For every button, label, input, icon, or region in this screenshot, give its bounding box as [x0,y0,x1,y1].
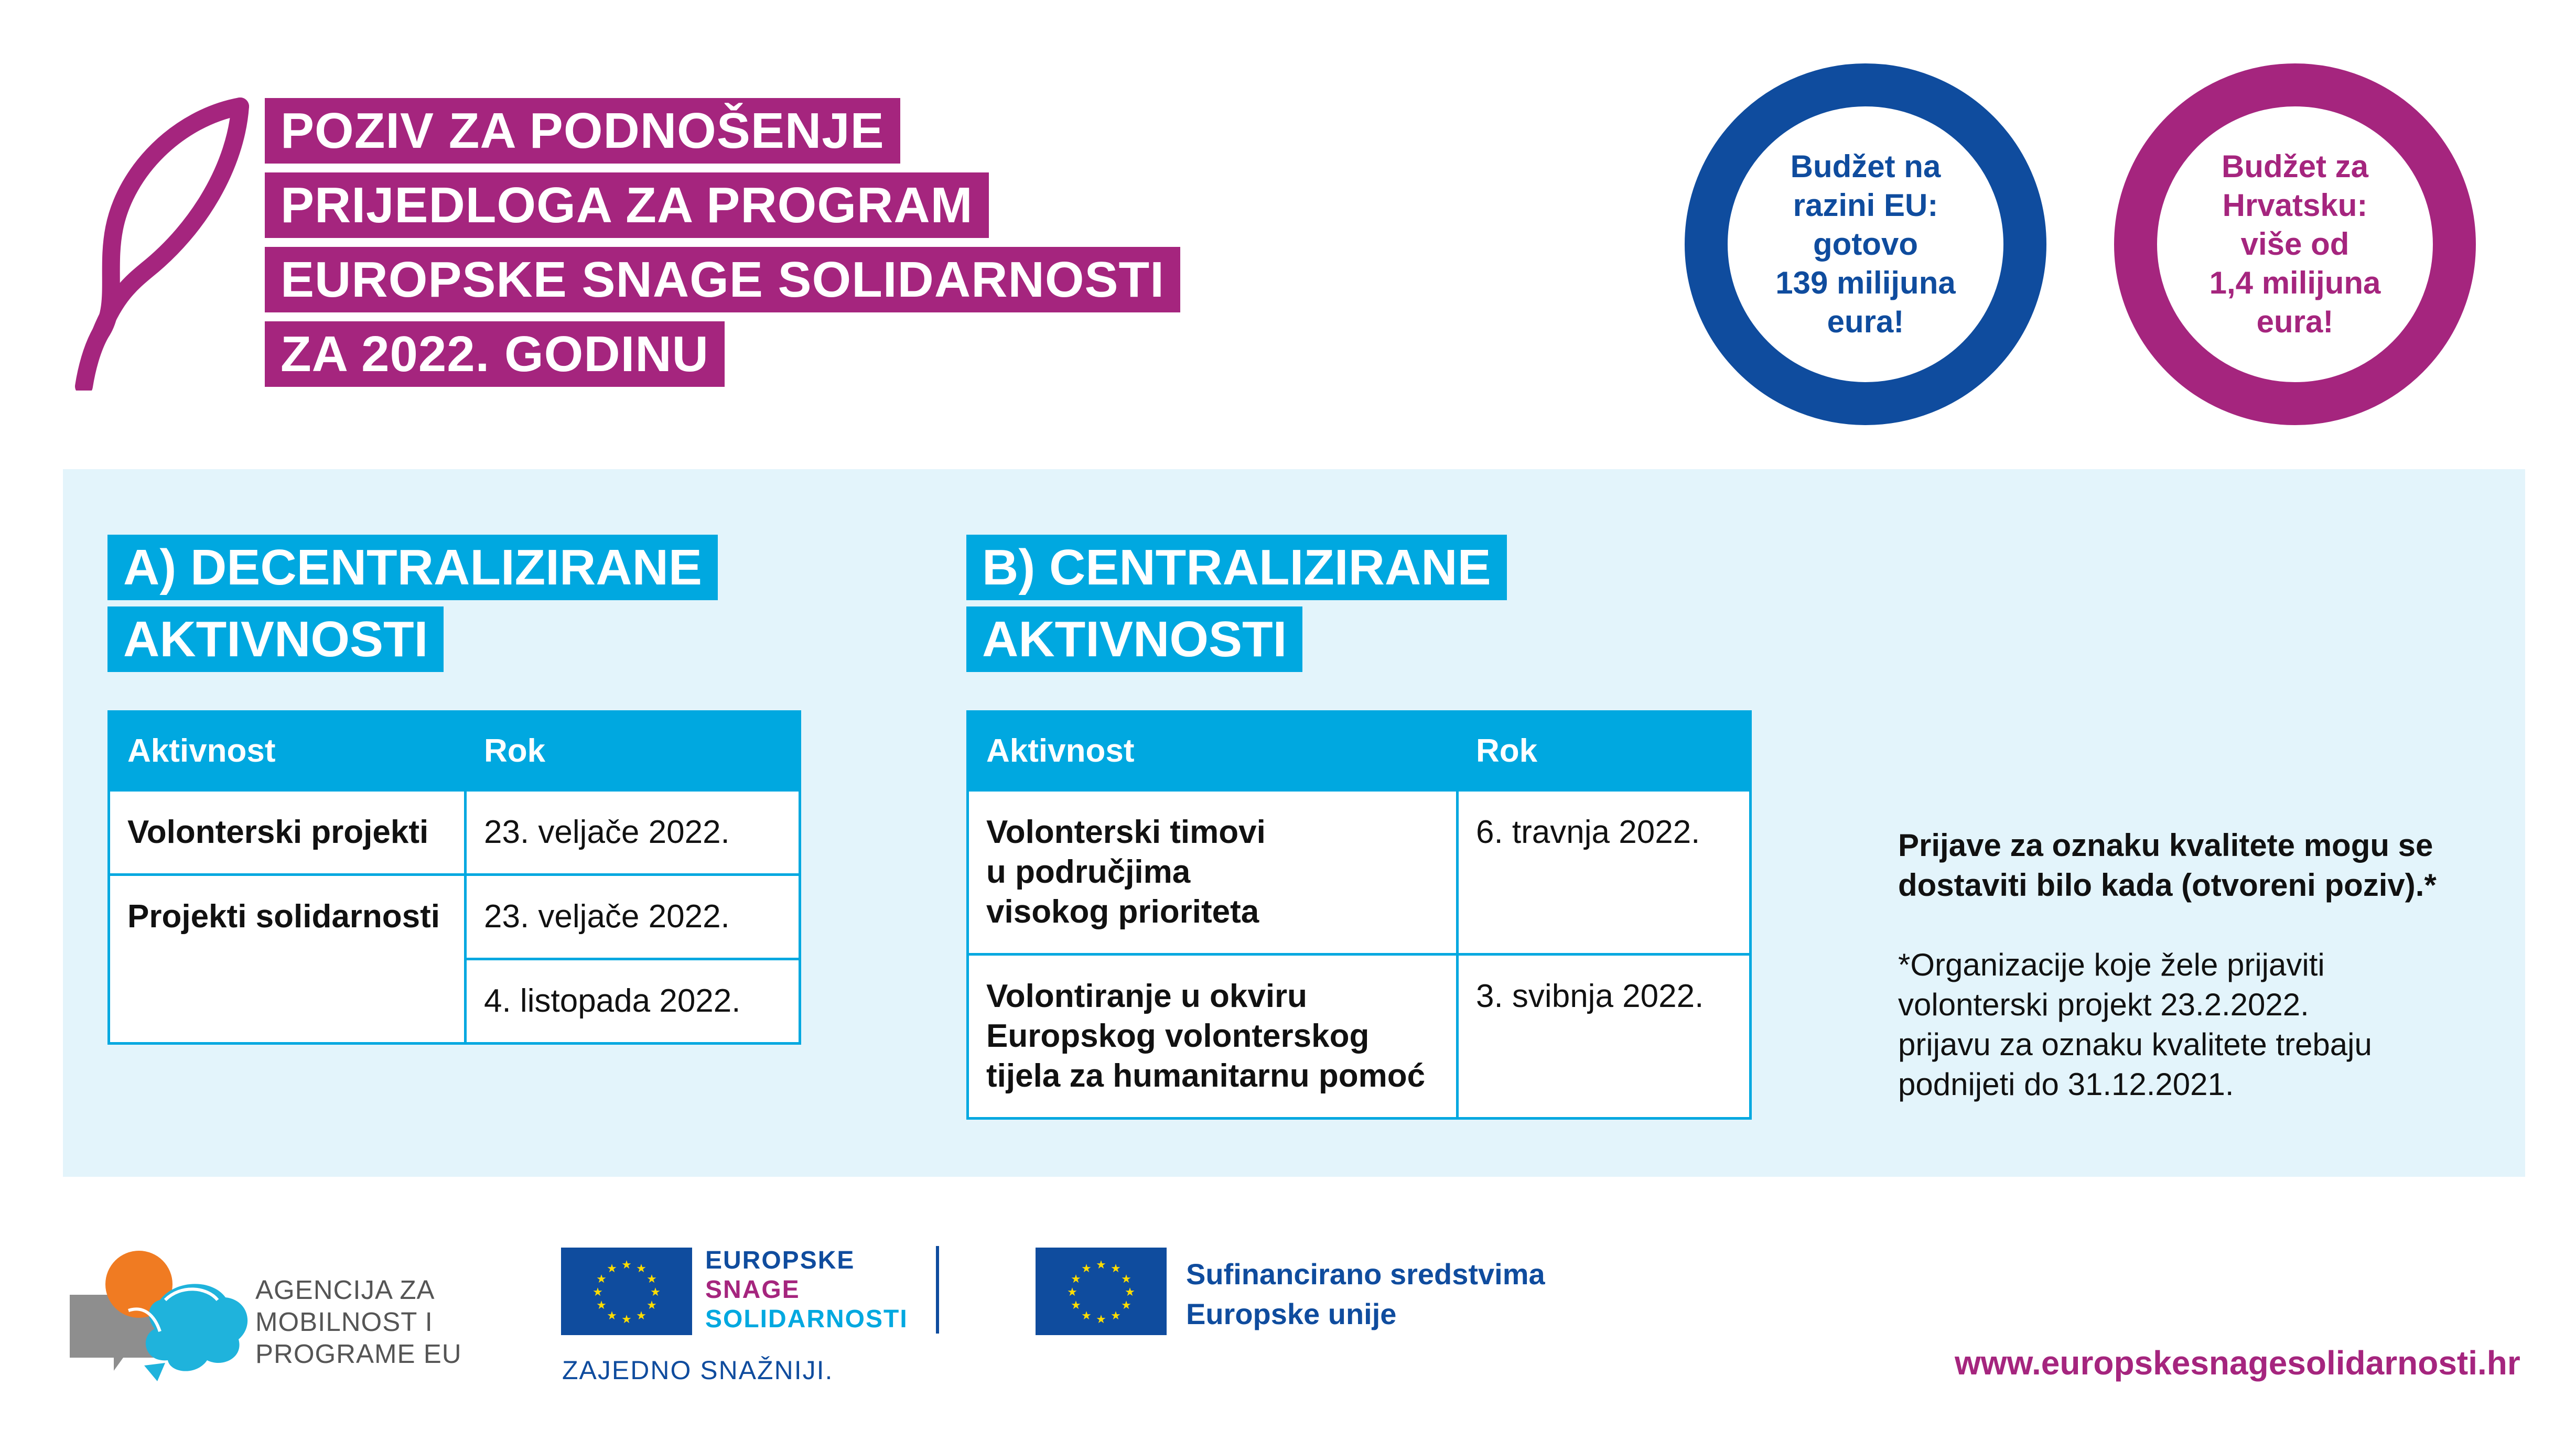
column-header-deadline: Rok [466,712,800,790]
esc-logo-line: SNAGE [705,1276,800,1304]
agency-name-line: AGENCIJA ZA [255,1275,435,1305]
svg-text:★: ★ [1121,1273,1131,1286]
svg-text:★: ★ [1121,1299,1131,1312]
table-row [109,875,800,959]
column-header-activity: Aktivnost [109,712,466,790]
website-link[interactable]: www.europskesnagesolidarnosti.hr [1955,1344,2520,1382]
deadline-cell: 3. svibnja 2022. [1458,955,1751,1119]
quality-label-note [1898,826,2491,1104]
note-line: volonterski projekt 23.2.2022. [1898,987,2309,1022]
note-line: podnijeti do 31.12.2021. [1898,1067,2234,1102]
activity-cell: Volontiranje u okviru Europskog volonterskog tijela za humanitarnu pomoć [968,955,1458,1119]
svg-text:★: ★ [1111,1309,1121,1323]
table-row [109,790,800,875]
esc-logo-line: SOLIDARNOSTI [705,1305,908,1333]
svg-text:★: ★ [607,1262,617,1275]
section-b-heading: B) CENTRALIZIRANE [966,535,1507,600]
table-row [968,790,1751,955]
note-bold-line: dostaviti bilo kada (otvoreni poziv).* [1898,868,2437,903]
budget-croatia-badge [2114,63,2476,425]
deadline-cell: 6. travnja 2022. [1458,790,1751,955]
section-a-heading: A) DECENTRALIZIRANE [107,535,718,600]
deadline-cell: 23. veljače 2022. [466,875,800,959]
svg-text:★: ★ [646,1273,657,1286]
section-b-heading: AKTIVNOSTI [966,606,1302,672]
note-line: prijavu za oznaku kvalitete trebaju [1898,1027,2372,1062]
svg-text:★: ★ [607,1309,617,1323]
agency-speech-bubbles-logo [66,1248,254,1384]
svg-text:★: ★ [1071,1299,1081,1312]
svg-text:★: ★ [636,1262,646,1275]
divider [936,1246,939,1334]
table-row [968,955,1751,1119]
svg-text:★: ★ [621,1313,632,1326]
svg-text:★: ★ [592,1286,603,1299]
budget-eu-badge [1685,63,2046,425]
column-header-deadline: Rok [1458,712,1751,790]
deadline-cell: 4. listopada 2022. [466,959,800,1044]
eu-flag-icon [561,1248,692,1335]
svg-text:★: ★ [621,1259,632,1272]
svg-text:★: ★ [596,1299,607,1312]
swoosh-leaf-icon [68,97,257,391]
svg-text:★: ★ [1067,1286,1077,1299]
agency-name-line: MOBILNOST I [255,1307,433,1337]
title-line: POZIV ZA PODNOŠENJE [265,98,900,164]
info-panel [63,469,2525,1177]
note-bold-line: Prijave za oznaku kvalitete mogu se [1898,828,2433,863]
svg-text:★: ★ [1125,1286,1135,1299]
svg-text:★: ★ [1096,1259,1106,1272]
table-header-row [968,712,1751,790]
svg-text:★: ★ [1096,1313,1106,1326]
deadline-cell: 23. veljače 2022. [466,790,800,875]
table-header-row [109,712,800,790]
esc-logo-line: EUROPSKE [705,1247,855,1274]
agency-name-line: PROGRAME EU [255,1339,462,1369]
agency-name [255,1274,462,1370]
title-line: PRIJEDLOGA ZA PROGRAM [265,172,989,238]
svg-text:★: ★ [636,1309,646,1323]
cofunded-line: Europske unije [1186,1297,1397,1330]
svg-text:★: ★ [1081,1309,1092,1323]
activity-cell: Volonterski timovi u područjima visokog prioriteta [968,790,1458,955]
eu-flag-icon [1036,1248,1167,1335]
centralized-deadlines-table [966,710,1752,1120]
esc-logo-text [705,1246,908,1334]
title-line: ZA 2022. GODINU [265,321,725,387]
budget-eu-text: Budžet na razini EU: gotovo 139 milijuna eura! [1775,149,1956,339]
svg-text:★: ★ [1111,1262,1121,1275]
svg-text:★: ★ [596,1273,607,1286]
esc-slogan: ZAJEDNO SNAŽNIJI. [562,1356,834,1385]
budget-croatia-text: Budžet za Hrvatsku: više od 1,4 milijuna eura! [2209,149,2381,339]
cofunded-text [1186,1254,1545,1334]
decentralized-deadlines-table [107,710,801,1045]
svg-text:★: ★ [1071,1273,1081,1286]
section-a-heading: AKTIVNOSTI [107,606,444,672]
cofunded-line: Sufinancirano sredstvima [1186,1258,1545,1291]
svg-text:★: ★ [650,1286,661,1299]
title-line: EUROPSKE SNAGE SOLIDARNOSTI [265,247,1180,312]
activity-cell: Projekti solidarnosti [109,875,466,1044]
svg-text:★: ★ [1081,1262,1092,1275]
column-header-activity: Aktivnost [968,712,1458,790]
note-line: *Organizacije koje žele prijaviti [1898,947,2325,982]
svg-text:★: ★ [646,1299,657,1312]
activity-cell: Volonterski projekti [109,790,466,875]
